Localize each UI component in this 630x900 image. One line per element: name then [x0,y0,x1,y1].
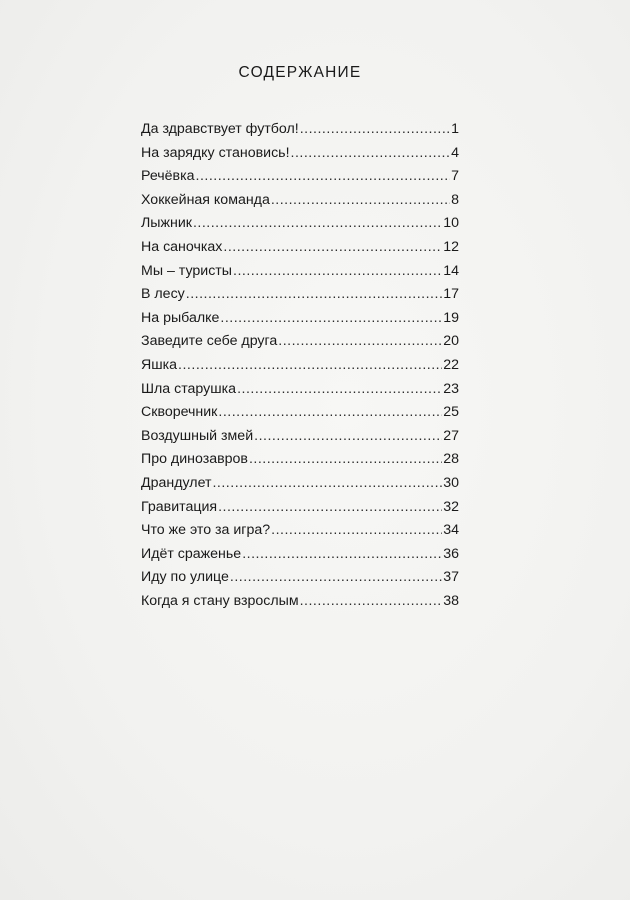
toc-entry-page: 4 [451,144,459,161]
toc-leader-dots [193,212,442,236]
toc-entry-title: Шла старушка [141,380,237,397]
toc-entry [141,330,459,354]
toc-entry-page: 36 [443,545,459,562]
toc-entry [141,543,459,567]
toc-entry-title: Когда я стану взрослым [141,592,299,609]
toc-leader-dots [186,283,442,307]
toc-leader-dots [300,118,450,142]
toc-entry-title: Хоккейная команда [141,191,270,208]
toc-entry [141,448,459,472]
toc-entry-page: 28 [443,451,459,468]
page-title: СОДЕРЖАНИЕ [238,64,362,81]
toc-entry-title: На рыбалке [141,309,220,326]
toc-leader-dots [249,448,442,472]
toc-entry-page: 17 [443,286,459,303]
toc-entry-title: Идёт сраженье [141,545,242,562]
toc-entry-title: Иду по улице [141,569,229,586]
toc-entry-page: 22 [443,356,459,373]
toc-entry [141,236,459,260]
toc-entry-title: Скворечник [141,404,218,421]
toc-entry-title: Речёвка [141,168,195,185]
toc-entry-page: 34 [443,522,459,539]
toc-leader-dots [212,472,442,496]
toc-entry-page: 37 [443,569,459,586]
toc-leader-dots [230,566,442,590]
toc-leader-dots [242,543,442,567]
toc-entry [141,189,459,213]
toc-entry-page: 1 [451,121,459,137]
toc-entry-title: Гравитация [141,498,218,515]
toc-leader-dots [254,425,442,449]
toc-entry [141,496,459,520]
toc-entry-title: Что же это за игра? [141,522,271,539]
toc-entry [141,165,459,189]
toc-entry-page: 38 [443,592,459,609]
toc-entry-page: 12 [443,238,459,255]
toc-leader-dots [233,260,442,284]
toc-entry-page: 8 [451,191,459,208]
toc-leader-dots [271,519,442,543]
toc-entry [141,401,459,425]
toc-leader-dots [278,330,442,354]
toc-entry [141,425,459,449]
toc-entry-page: 20 [443,333,459,350]
toc-entry [141,590,459,614]
toc-leader-dots [291,142,451,166]
toc-entry-page: 14 [443,262,459,279]
toc-entry [141,378,459,402]
toc-entry-page: 25 [443,404,459,421]
toc-entry-page: 7 [451,168,459,185]
toc-entry [141,142,459,166]
toc-entry-page: 32 [443,498,459,515]
toc-leader-dots [196,165,451,189]
toc-leader-dots [218,496,442,520]
toc-entry-title: Заведите себе друга [141,333,278,350]
toc-entry-title: В лесу [141,286,185,303]
toc-leader-dots [218,401,442,425]
toc-entry-title: Яшка [141,356,178,373]
toc-leader-dots [178,354,442,378]
toc-leader-dots [271,189,450,213]
toc-entry [141,472,459,496]
toc-entry-title: Лыжник [141,215,192,232]
toc-leader-dots [300,590,443,614]
table-of-contents [141,118,459,613]
toc-entry [141,354,459,378]
toc-entry [141,118,459,142]
toc-entry-title: На саночках [141,238,223,255]
toc-entry-page: 30 [443,474,459,491]
toc-entry [141,566,459,590]
toc-entry-title: Мы – туристы [141,262,232,279]
toc-entry-page: 10 [443,215,459,232]
toc-entry-title: Про динозавров [141,451,248,468]
toc-entry-page: 27 [443,427,459,444]
toc-leader-dots [220,307,442,331]
toc-entry [141,212,459,236]
toc-entry-title: Да здравствует футбол! [141,121,299,137]
toc-entry-title: На зарядку становись! [141,144,290,161]
toc-entry [141,519,459,543]
toc-entry [141,307,459,331]
toc-entry-title: Воздушный змей [141,427,254,444]
toc-entry [141,260,459,284]
toc-entry-page: 19 [443,309,459,326]
toc-entry [141,283,459,307]
toc-entry-page: 23 [443,380,459,397]
toc-leader-dots [223,236,442,260]
toc-leader-dots [237,378,442,402]
toc-entry-title: Драндулет [141,474,212,491]
